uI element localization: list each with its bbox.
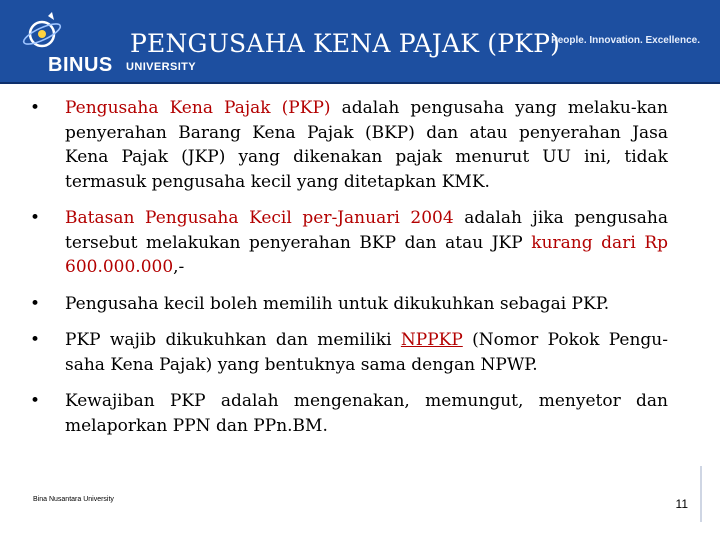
bullet-icon: • <box>30 293 41 314</box>
header-divider <box>0 82 720 84</box>
bullet-text: PKP wajib dikukuhkan dan memiliki <box>65 330 401 350</box>
highlight-amount: kurang dari Rp 600.000.000 <box>65 232 668 277</box>
logo-emblem-icon <box>18 10 78 60</box>
page-title: PENGUSAHA KENA PAJAK (PKP) <box>130 29 561 58</box>
logo-subtext: UNIVERSITY <box>126 61 197 73</box>
bullet-item-kewajiban <box>28 389 668 438</box>
bullet-text-end: ,- <box>173 257 185 277</box>
bullet-item-pengusaha-kecil <box>28 292 668 317</box>
bullet-text: Kewajiban PKP adalah mengenakan, memungut, menyetor dan melaporkan PPN dan PPn.BM. <box>65 391 668 436</box>
footer-institution: Bina Nusantara University <box>33 496 114 503</box>
tagline: People. Innovation. Excellence. <box>551 35 700 46</box>
bullet-list <box>28 96 668 450</box>
footer-divider <box>700 466 702 522</box>
bullet-icon: • <box>30 391 41 411</box>
bullet-text: adalah jika pengusaha tersebut melakukan penyerahan BKP dan atau JKP <box>65 208 668 253</box>
bullet-item-nppkp <box>28 328 668 377</box>
bullet-icon: • <box>30 98 41 118</box>
highlight-term: NPPKP <box>400 330 463 350</box>
logo-wordmark: BINUS <box>48 54 113 76</box>
bullet-item-pkp-definition <box>28 96 668 194</box>
highlight-term: Batasan Pengusaha Kecil per-Januari 2004 <box>65 208 454 228</box>
bullet-item-batasan <box>28 206 668 280</box>
bullet-text: Pengusaha kecil boleh memilih untuk dikukuhkan sebagai PKP. <box>65 293 610 314</box>
bullet-icon: • <box>30 208 41 228</box>
bullet-text-end: (Nomor Pokok Pengu-saha Kena Pajak) yang bentuknya sama dengan NPWP. <box>65 330 668 375</box>
bullet-icon: • <box>30 330 41 350</box>
page-number: 11 <box>675 497 688 511</box>
highlight-term: Pengusaha Kena Pajak (PKP) <box>65 98 331 118</box>
bullet-text: adalah pengusaha yang melaku-kan penyerahan Barang Kena Pajak (BKP) dan atau penyerahan Jasa Kena Pajak (JKP) yang dikenakan pajak menurut UU ini, tidak termasuk pengusaha kecil yang ditetapkan KMK. <box>65 98 668 192</box>
